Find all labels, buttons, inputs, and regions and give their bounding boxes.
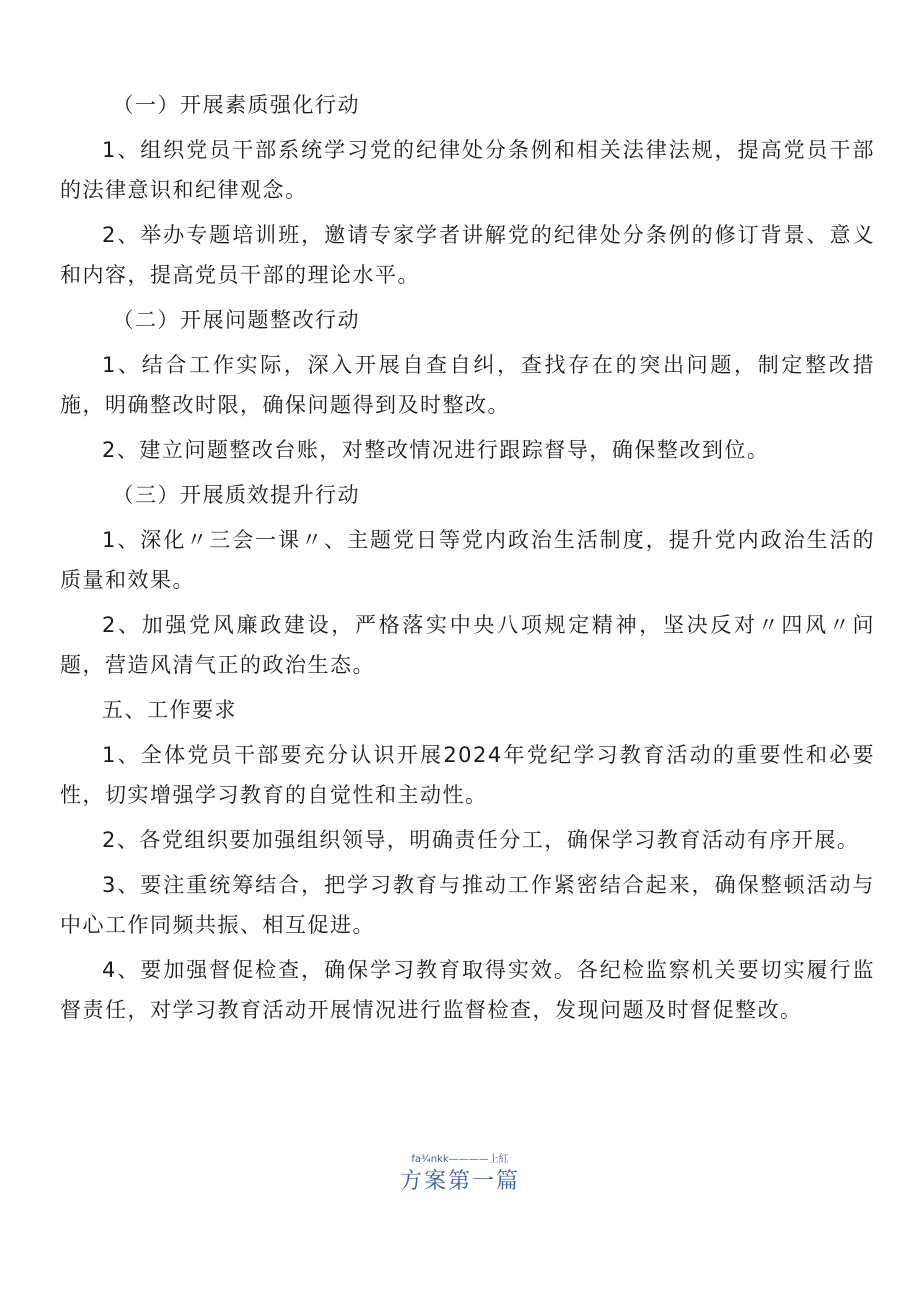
paragraph: 2、建立问题整改台账，对整改情况进行跟踪督导，确保整改到位。 [102,438,770,462]
footer-title: 方案第一篇 [399,1169,520,1194]
paragraph: 2、各党组织要加强组织领导，明确责任分工，确保学习教育活动有序开展。 [102,828,860,852]
paragraph: 1、结合工作实际，深入开展自查自纠，查找存在的突出问题，制定整改措施，明确整改时限，确保问题得到及时整改。 [60,353,875,417]
footer-small-text: fa¾nkk————上紅 [411,1154,509,1165]
paragraph: 1、组织党员干部系统学习党的纪律处分条例和相关法律法规，提高党员干部的法律意识和纪律观念。 [60,138,875,202]
section-heading-requirements: 五、工作要求 [102,698,237,722]
paragraph: 1、全体党员干部要充分认识开展2024年党纪学习教育活动的重要性和必要性，切实增强学习教育的自觉性和主动性。 [60,743,875,807]
paragraph: 4、要加强督促检查，确保学习教育取得实效。各纪检监察机关要切实履行监督责任，对学习教育活动开展情况进行监督检查，发现问题及时督促整改。 [60,958,875,1022]
document-body [60,85,875,1035]
paragraph: 2、举办专题培训班，邀请专家学者讲解党的纪律处分条例的修订背景、意义和内容，提高党员干部的理论水平。 [60,223,875,287]
section-heading-3: （三）开展质效提升行动 [112,483,360,507]
paragraph: 3、要注重统筹结合，把学习教育与推动工作紧密结合起来，确保整顿活动与中心工作同频共振、相互促进。 [60,873,875,937]
section-heading-1: （一）开展素质强化行动 [112,93,360,117]
paragraph: 2、加强党风廉政建设，严格落实中央八项规定精神，坚决反对〃四风〃问题，营造风清气正的政治生态。 [60,613,875,677]
paragraph: 1、深化〃三会一课〃、主题党日等党内政治生活制度，提升党内政治生活的质量和效果。 [60,528,875,592]
section-heading-2: （二）开展问题整改行动 [112,308,360,332]
